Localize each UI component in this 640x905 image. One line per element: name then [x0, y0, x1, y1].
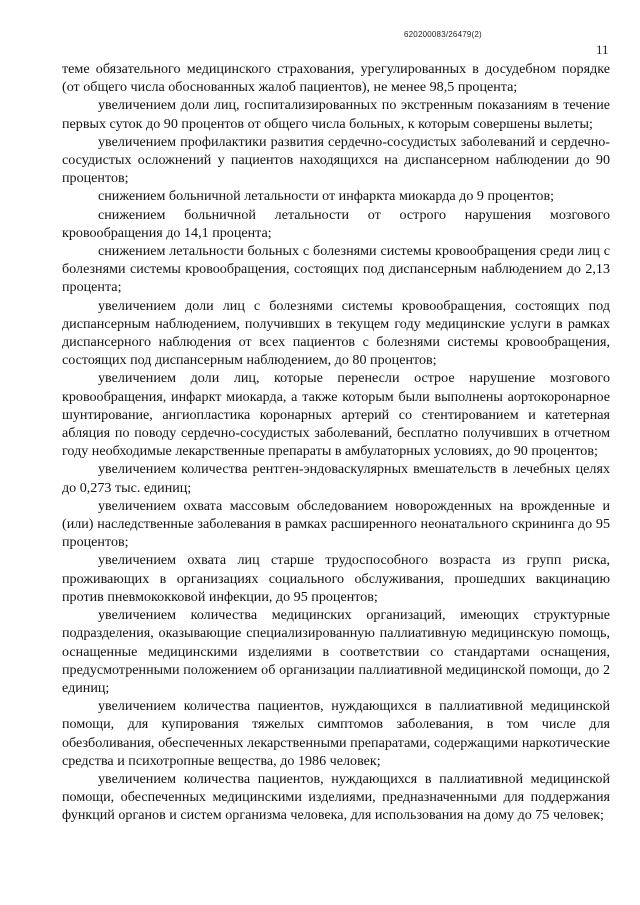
paragraph-pneumococcal-vaccination: увеличением охвата лиц старше трудоспособного возраста из групп риска, проживающих в организациях социального обслуживания, прошедших вакцинацию против пневмококковой инфекции, до 95 процентов;: [62, 552, 610, 605]
paragraph-infarction-mortality: снижением больничной летальности от инфаркта миокарда до 9 процентов;: [98, 188, 555, 205]
paragraph-continuation: теме обязательного медицинского страхования, урегулированных в досудебном порядке (от общего числа обоснованных жалоб пациентов), не менее 98,5 процента;: [62, 61, 610, 96]
paragraph-dispensary-services: увеличением доли лиц с болезнями системы кровообращения, состоящих под диспансерным наблюдением, получивших в текущем году медицинские услуги в рамках диспансерного наблюдения от всех пациентов с болезнями системы кровообращения, состоящих под диспансерным наблюдением, до 80 процентов;: [62, 297, 610, 369]
page-number: 11: [596, 42, 609, 57]
paragraph-stroke-mortality: снижением больничной летальности от острого нарушения мозгового кровообращения до 14,1 процента;: [62, 206, 610, 241]
paragraph-palliative-devices: увеличением количества пациентов, нуждающихся в паллиативной медицинской помощи, обеспеченных медицинскими изделиями, предназначенными для поддержания функций органов и систем организма человека, для использования на дому до 75 человек;: [62, 770, 610, 824]
document-body: [62, 60, 610, 825]
paragraph-palliative-analgesia: увеличением количества пациентов, нуждающихся в паллиативной медицинской помощи, для купирования тяжелых симптомов заболевания, в том числе для обезболивания, обеспеченных лекарственными препаратами, содержащими наркотические средства и психотропные вещества, до 1986 человек;: [62, 698, 610, 769]
paragraph-palliative-organizations: увеличением количества медицинских организаций, имеющих структурные подразделения, оказывающие специализированную паллиативную медицинскую помощь, оснащенные медицинскими изделиями в соответствии со стандартами оснащения, предусмотренными положением об организации паллиативной медицинской помощи, до 2 единиц;: [62, 607, 610, 696]
paragraph-circulatory-mortality: снижением летальности больных с болезнями системы кровообращения среди лиц с болезнями системы кровообращения, состоящих под диспансерным наблюдением до 2,13 процента;: [62, 243, 610, 296]
paragraph-free-medications: увеличением доли лиц, которые перенесли острое нарушение мозгового кровообращения, инфаркт миокарда, а также которым были выполнены аортокоронарное шунтирование, ангиопластика коронарных артерий со стентированием и катетерная абляция по поводу сердечно-сосудистых заболеваний, бесплатно получивших в отчетном году необходимые лекарственные препараты в амбулаторных условиях, до 90 процентов;: [62, 370, 610, 460]
paragraph-cardio-prevention: увеличением профилактики развития сердечно-сосудистых заболеваний и сердечно-сосудистых осложнений у пациентов находящихся на диспансерном наблюдении до 90 процентов;: [62, 133, 610, 187]
document-id: 620200083/26479(2): [404, 30, 482, 39]
paragraph-emergency-hospitalization: увеличением доли лиц, госпитализированных по экстренным показаниям в течение первых суток до 90 процентов от общего числа больных, к которым совершены вылеты;: [62, 97, 610, 132]
paragraph-neonatal-screening: увеличением охвата массовым обследованием новорожденных на врожденные и (или) наследственные заболевания в рамках расширенного неонатального скрининга до 95 процентов;: [62, 497, 610, 551]
paragraph-endovascular-interventions: увеличением количества рентген-эндоваскулярных вмешательств в лечебных целях до 0,273 тыс. единиц;: [62, 461, 610, 496]
